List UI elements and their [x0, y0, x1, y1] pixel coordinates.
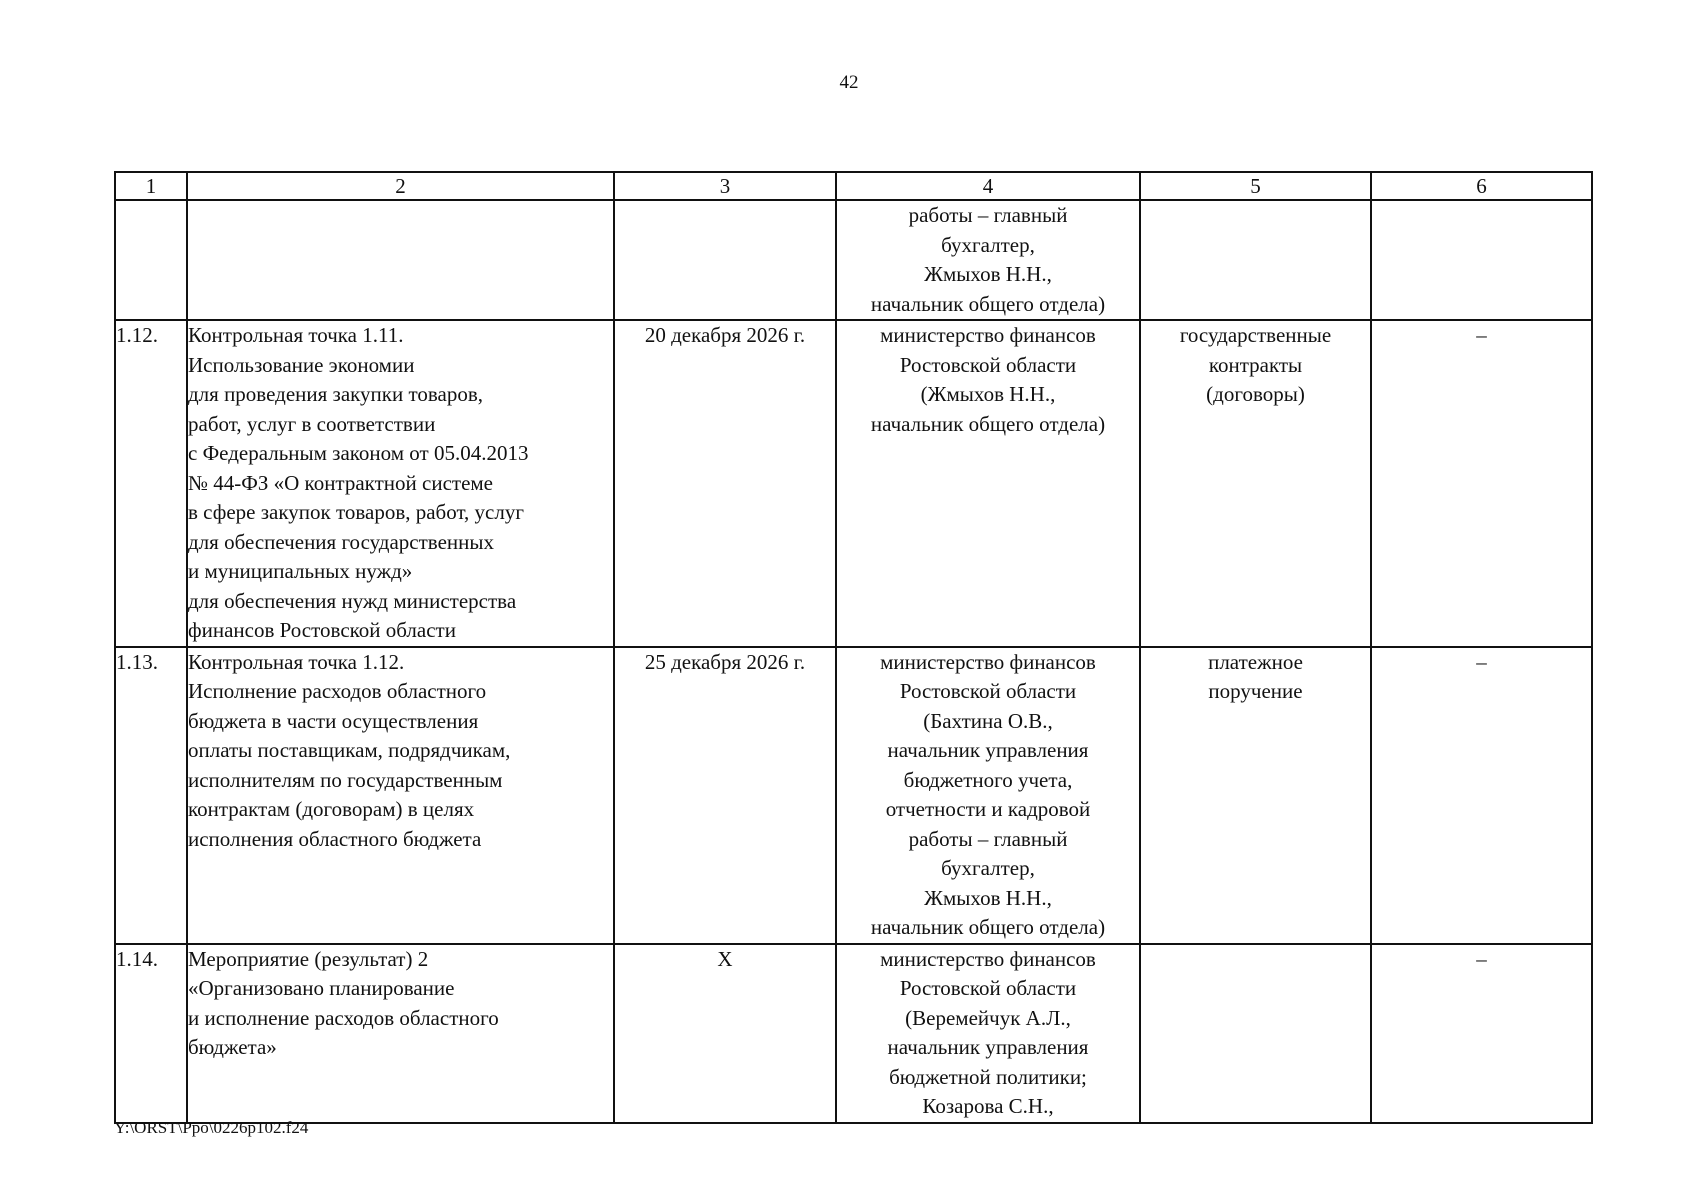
- header-cell-1: 1: [115, 172, 187, 200]
- document-cell: [1140, 200, 1371, 320]
- responsible-cell: [836, 320, 1140, 647]
- description-cell: [187, 320, 614, 647]
- plan-table: [114, 171, 1593, 1124]
- document-line: государственные: [1179, 323, 1332, 347]
- date-cell: 25 декабря 2026 г.: [614, 647, 836, 944]
- description-line: и исполнение расходов областного: [188, 1005, 499, 1030]
- description-line: контрактам (договорам) в целях: [188, 797, 475, 821]
- description-line: Контрольная точка 1.11.: [188, 323, 404, 347]
- document-line: платежное: [1208, 649, 1303, 674]
- document-line: поручение: [1208, 679, 1303, 703]
- responsible-line: Ростовской области: [899, 679, 1077, 703]
- responsible-line: начальник общего отдела): [870, 291, 1106, 316]
- description-line: для обеспечения государственных: [188, 529, 494, 554]
- responsible-line: Жмыхов Н.Н.,: [924, 885, 1052, 910]
- table-row: [115, 647, 1592, 944]
- responsible-line: министерство финансов: [880, 946, 1096, 971]
- description-line: работ, услуг в соответствии: [188, 411, 436, 436]
- responsible-cell: [836, 647, 1140, 944]
- description-line: Исполнение расходов областного: [188, 679, 487, 703]
- responsible-line: Жмыхов Н.Н.,: [924, 262, 1052, 286]
- document-line: контракты: [1208, 352, 1303, 377]
- responsible-line: начальник общего отдела): [870, 411, 1106, 436]
- description-line: бюджета в части осуществления: [188, 708, 479, 733]
- description-cell: [187, 647, 614, 944]
- responsible-line: начальник общего отдела): [870, 915, 1106, 939]
- description-line: исполнения областного бюджета: [188, 826, 482, 851]
- document-cell: [1140, 944, 1371, 1123]
- header-cell-4: 4: [836, 172, 1140, 200]
- row-number-cell: 1.13.: [115, 647, 187, 944]
- row-number-cell: [115, 200, 187, 320]
- description-line: бюджета»: [188, 1035, 277, 1059]
- responsible-line: начальник управления: [887, 1035, 1089, 1059]
- page-number: 42: [839, 72, 859, 93]
- description-line: Использование экономии: [188, 352, 415, 377]
- row-number-cell: 1.14.: [115, 944, 187, 1123]
- date-cell: Х: [614, 944, 836, 1123]
- description-cell: [187, 200, 614, 320]
- file-path-footer: Y:\ORST\Ppo\0226p102.f24: [114, 1118, 309, 1137]
- description-line: «Организовано планирование: [188, 976, 455, 1000]
- responsible-line: Ростовской области: [899, 976, 1077, 1000]
- description-line: Мероприятие (результат) 2: [188, 946, 429, 971]
- description-line: Контрольная точка 1.12.: [188, 649, 405, 674]
- responsible-line: министерство финансов: [880, 323, 1096, 347]
- row-number-cell: 1.12.: [115, 320, 187, 647]
- responsible-line: (Жмыхов Н.Н.,: [920, 382, 1056, 406]
- responsible-line: министерство финансов: [880, 649, 1096, 674]
- responsible-line: бюджетной политики;: [889, 1064, 1087, 1089]
- description-line: финансов Ростовской области: [188, 618, 456, 642]
- header-cell-6: 6: [1371, 172, 1592, 200]
- header-row: [115, 172, 1592, 200]
- description-line: № 44-ФЗ «О контрактной системе: [188, 470, 494, 495]
- date-cell: [614, 200, 836, 320]
- responsible-line: начальник управления: [887, 738, 1089, 762]
- date-cell: 20 декабря 2026 г.: [614, 320, 836, 647]
- document-line: (договоры): [1206, 382, 1305, 406]
- description-line: для проведения закупки товаров,: [188, 382, 484, 406]
- responsible-cell: [836, 944, 1140, 1123]
- note-cell: [1371, 200, 1592, 320]
- responsible-line: бухгалтер,: [941, 232, 1035, 257]
- responsible-line: (Бахтина О.В.,: [923, 708, 1053, 733]
- header-cell-5: 5: [1140, 172, 1371, 200]
- responsible-line: бухгалтер,: [941, 856, 1035, 880]
- responsible-line: Ростовской области: [899, 352, 1077, 377]
- header-cell-3: 3: [614, 172, 836, 200]
- table-row: [115, 200, 1592, 320]
- description-line: оплаты поставщикам, подрядчикам,: [188, 738, 511, 762]
- document-cell: [1140, 320, 1371, 647]
- responsible-line: (Веремейчук А.Л.,: [905, 1005, 1071, 1030]
- header-cell-2: 2: [187, 172, 614, 200]
- note-cell: –: [1371, 320, 1592, 647]
- responsible-line: работы – главный: [908, 826, 1068, 851]
- description-line: для обеспечения нужд министерства: [188, 588, 517, 613]
- note-cell: –: [1371, 647, 1592, 944]
- table-row: [115, 944, 1592, 1123]
- description-line: в сфере закупок товаров, работ, услуг: [188, 500, 524, 524]
- note-cell: –: [1371, 944, 1592, 1123]
- description-line: с Федеральным законом от 05.04.2013: [188, 441, 529, 465]
- description-line: и муниципальных нужд»: [188, 559, 413, 583]
- responsible-line: бюджетного учета,: [903, 767, 1073, 792]
- document-cell: [1140, 647, 1371, 944]
- responsible-line: Козарова С.Н.,: [922, 1094, 1054, 1118]
- description-cell: [187, 944, 614, 1123]
- responsible-cell: [836, 200, 1140, 320]
- responsible-line: отчетности и кадровой: [885, 797, 1091, 821]
- responsible-line: работы – главный: [908, 203, 1068, 227]
- description-line: исполнителям по государственным: [188, 767, 503, 792]
- table-row: [115, 320, 1592, 647]
